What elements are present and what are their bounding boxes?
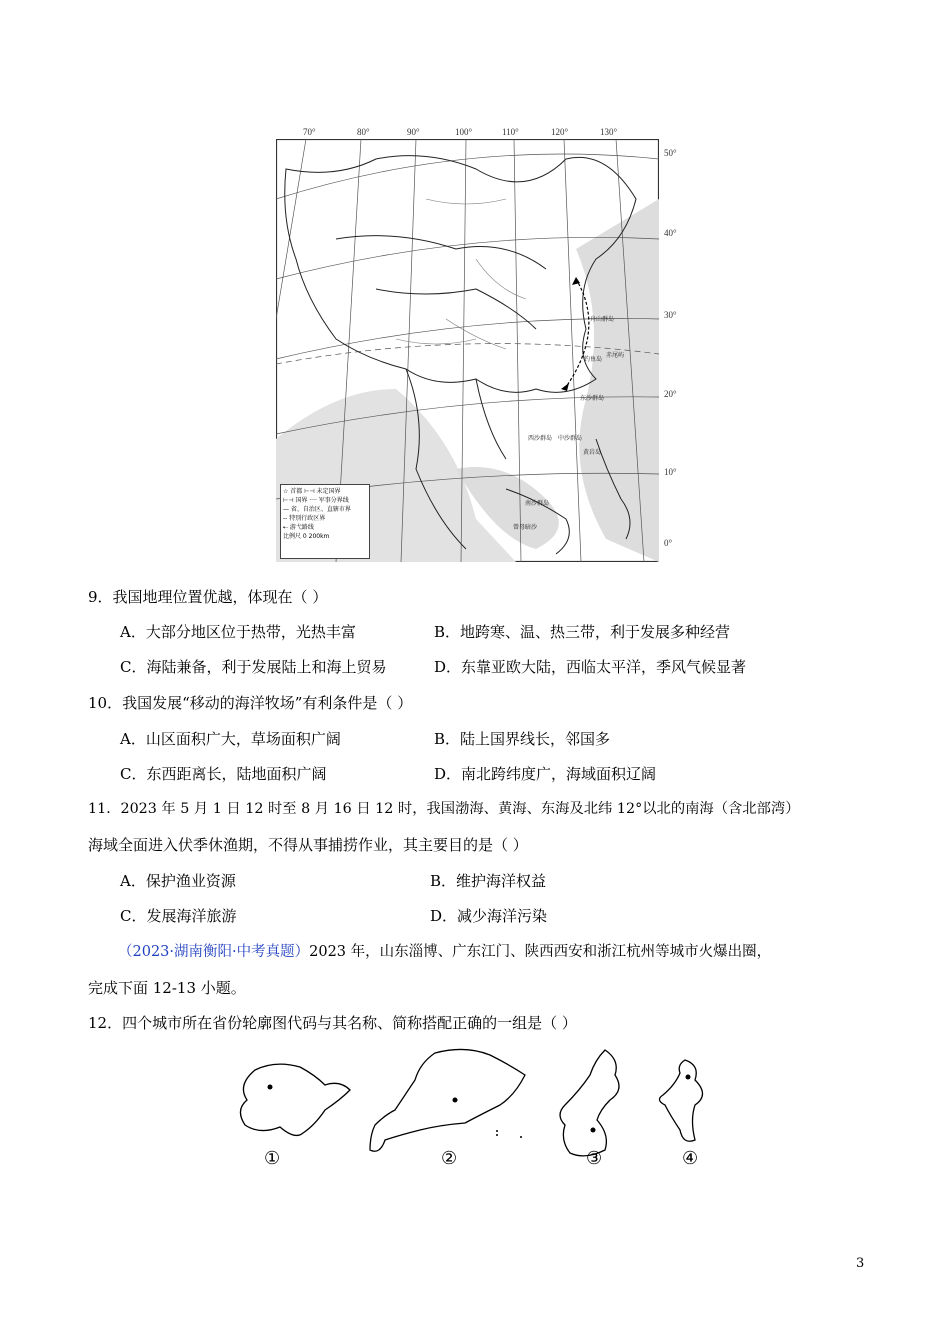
question-11-stem-cont: 海域全面进入伏季休渔期，不得从事捕捞作业，其主要目的是（ ） <box>88 836 528 854</box>
map-place-label: 舟山群岛 <box>590 316 615 323</box>
q9-option-b: B．地跨寒、温、热三带，利于发展多种经营 <box>434 623 731 641</box>
lon-label: 90° <box>407 127 420 137</box>
intro-text: 2023 年，山东淄博、广东江门、陕西西安和浙江杭州等城市火爆出圈， <box>309 944 772 960</box>
lat-label: 50° <box>664 148 677 158</box>
map-place-label: 西沙群岛 <box>528 435 553 442</box>
q10-option-c: C．东西距离长，陆地面积广阔 <box>120 765 327 783</box>
province-outline-drawings <box>225 1045 745 1185</box>
legend-scale: 比例尺 0 200km <box>283 533 330 540</box>
map-place-label: 赤尾屿 <box>606 352 625 359</box>
lon-label: 110° <box>502 127 519 137</box>
legend-row: -- 特别行政区界 <box>283 515 326 522</box>
q11-option-b: B．维护海洋权益 <box>430 872 547 890</box>
map-place-label: 钓鱼岛 <box>584 356 603 363</box>
outline-caption: ② <box>441 1148 458 1169</box>
question-9-stem: 9．我国地理位置优越，体现在（ ） <box>88 588 328 606</box>
page-number: 3 <box>856 1256 865 1271</box>
q11-option-c: C．发展海洋旅游 <box>120 907 237 925</box>
map-place-label: 东沙群岛 <box>580 395 605 402</box>
lon-label: 100° <box>455 127 473 137</box>
lat-label: 40° <box>664 228 677 238</box>
outline-caption: ③ <box>586 1148 603 1169</box>
legend-row: ☆ 首都 ⊢⊣ 未定国界 <box>283 488 341 495</box>
map-legend <box>280 484 370 559</box>
question-10-stem: 10．我国发展“移动的海洋牧场”有利条件是（ ） <box>88 694 413 712</box>
q9-option-a: A．大部分地区位于热带，光热丰富 <box>120 623 356 641</box>
source-tag: （2023·湖南衡阳·中考真题） <box>118 944 310 960</box>
lon-label: 70° <box>303 127 316 137</box>
map-place-label: 黄岩岛 <box>583 449 602 456</box>
intro-line-2: 完成下面 12-13 小题。 <box>88 979 246 997</box>
q9-option-c: C．海陆兼备，利于发展陆上和海上贸易 <box>120 658 387 676</box>
map-place-label: 中沙群岛 <box>558 435 583 442</box>
lat-label: 0° <box>664 538 673 548</box>
lat-label: 10° <box>664 467 677 477</box>
q11-option-d: D．减少海洋污染 <box>430 907 548 925</box>
lon-label: 120° <box>551 127 569 137</box>
lat-label: 30° <box>664 310 677 320</box>
legend-row: — 省、自治区、直辖市界 <box>283 506 351 513</box>
province-outlines <box>225 1045 745 1185</box>
question-12-stem: 12．四个城市所在省份轮廓图代码与其名称、简称搭配正确的一组是（ ） <box>88 1014 577 1032</box>
q11-option-a: A．保护渔业资源 <box>120 872 236 890</box>
intro-line <box>118 942 771 962</box>
legend-row: ⇠ 游弋路线 <box>283 524 314 531</box>
legend-row: ⊢⊣ 国界 ···· 军事分界线 <box>283 497 349 504</box>
lon-label: 80° <box>357 127 370 137</box>
q10-option-b: B．陆上国界线长，邻国多 <box>434 730 611 748</box>
map-place-label: 曾母暗沙 <box>513 524 538 531</box>
q10-option-a: A．山区面积广大，草场面积广阔 <box>120 730 341 748</box>
outline-caption: ① <box>264 1148 281 1169</box>
q10-option-d: D．南北跨纬度广，海域面积辽阔 <box>434 765 657 783</box>
lon-label: 130° <box>600 127 618 137</box>
q9-option-d: D．东靠亚欧大陆，西临太平洋，季风气候显著 <box>434 658 747 676</box>
question-11-stem: 11．2023 年 5 月 1 日 12 时至 8 月 16 日 12 时，我国渤海、黄海、东海及北纬 12°以北的南海（含北部湾） <box>88 801 800 817</box>
lat-label: 20° <box>664 389 677 399</box>
map-place-label: 南沙群岛 <box>525 500 550 507</box>
outline-caption: ④ <box>682 1148 699 1169</box>
